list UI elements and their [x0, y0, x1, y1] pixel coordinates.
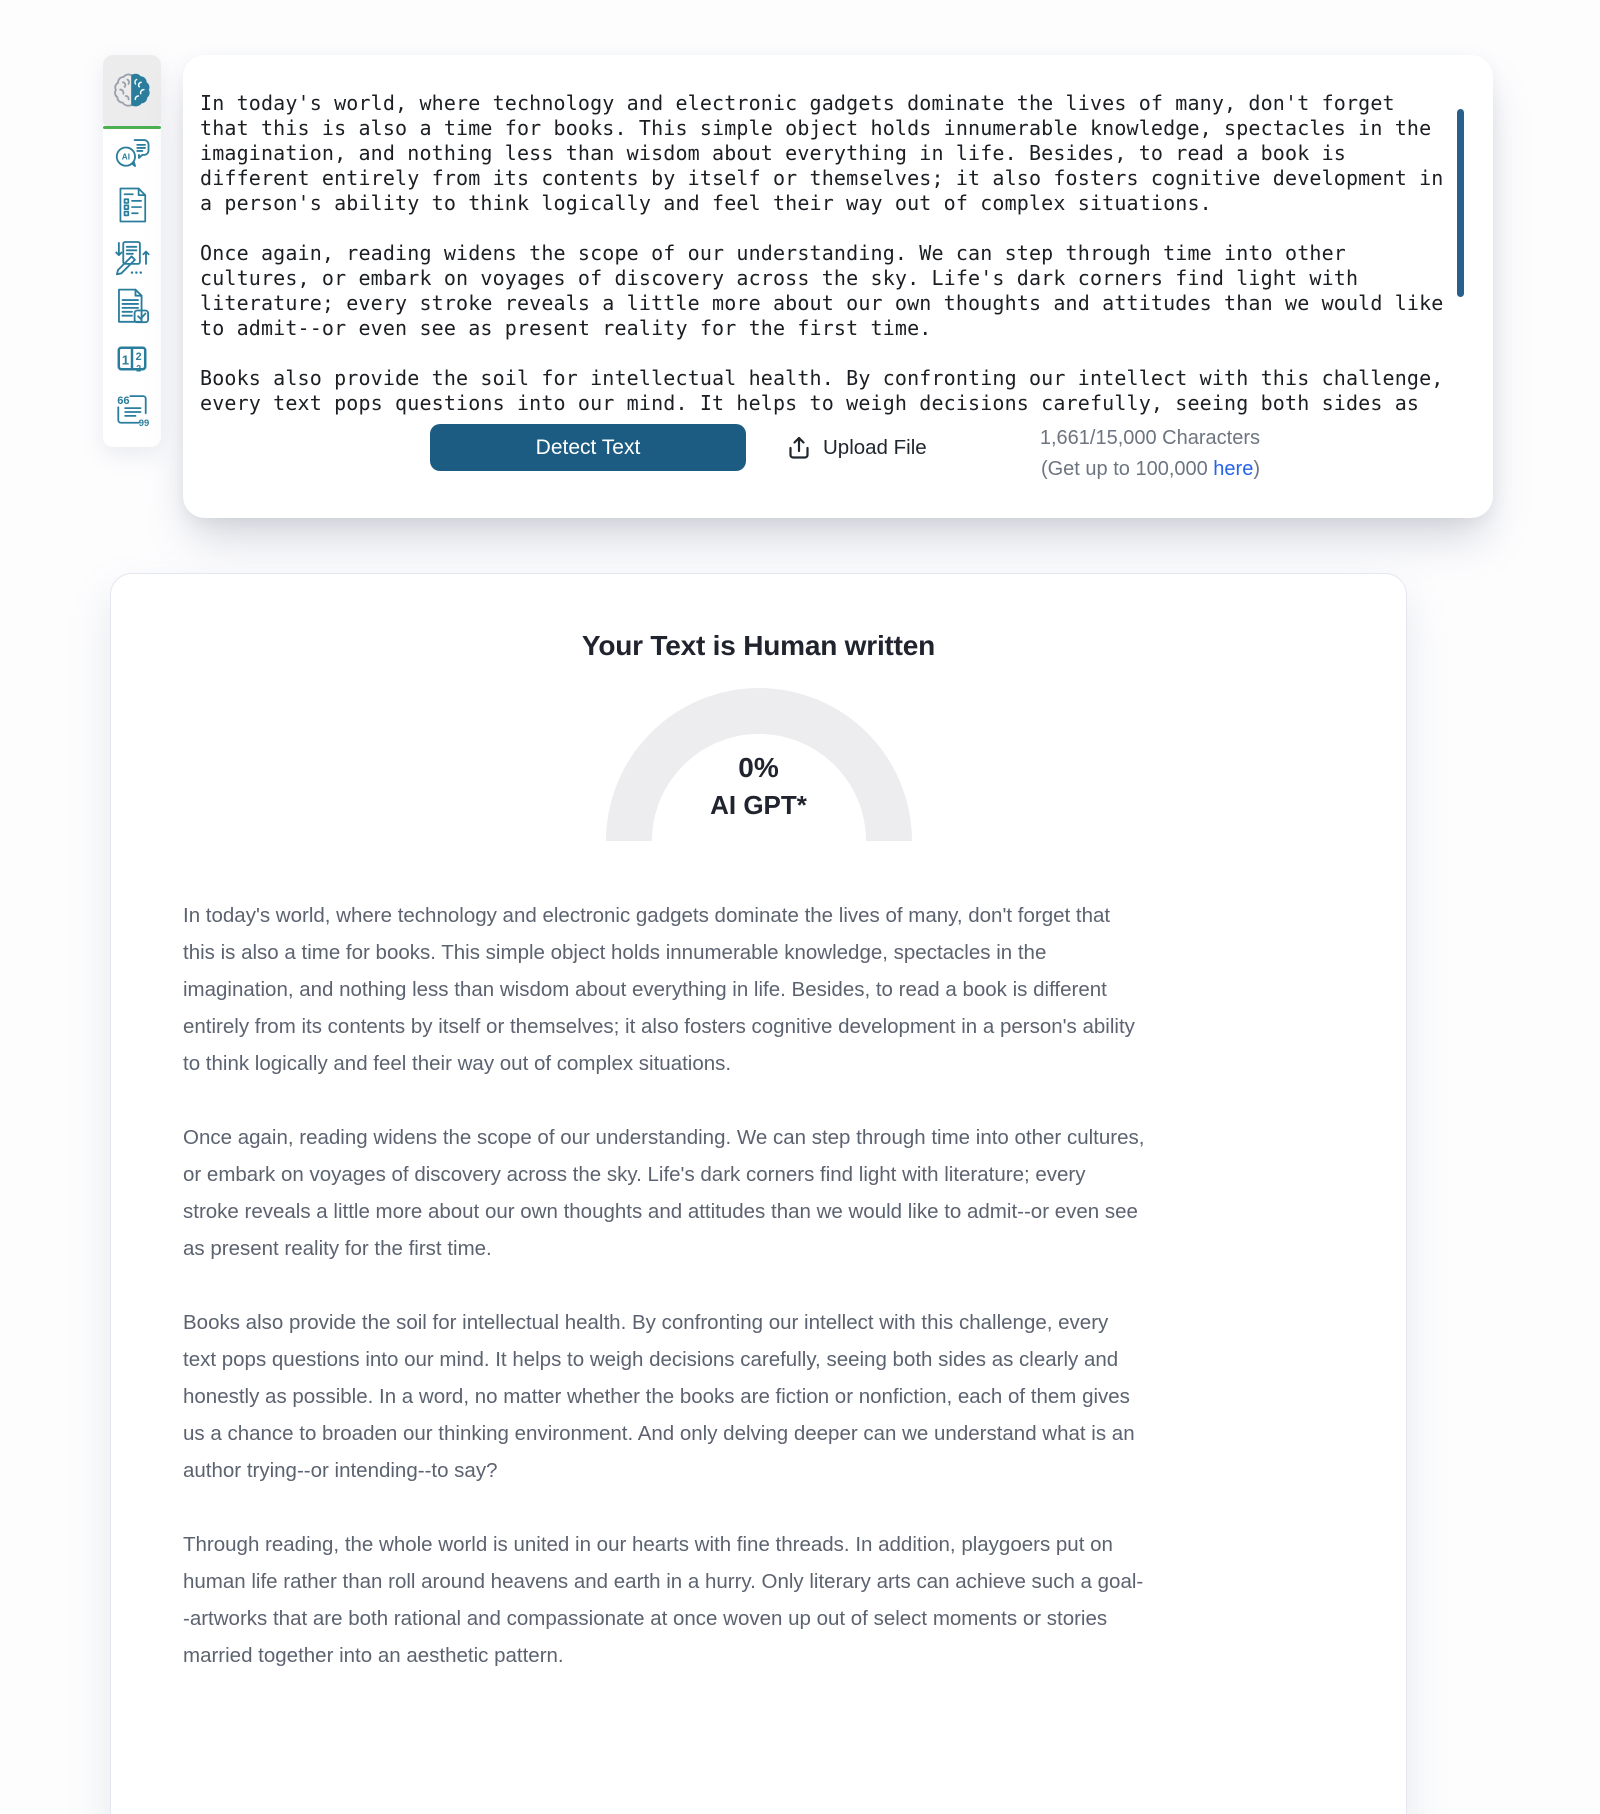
result-paragraph: Books also provide the soil for intellectual health. By confronting our intellect with this challenge, every text pops questions into our mind. It helps to weigh decisions carefully, seeing both sides as clearly and honestly as possible. In a word, no matter whether the books are fiction or nonfiction, each of them gives us a chance to broaden our thinking environment. And only delving deeper can we understand what is an author trying--or intending--to say?	[183, 1311, 1135, 1482]
sidebar-item-ai-chat[interactable]	[103, 131, 161, 177]
svg-text:2: 2	[136, 363, 142, 374]
word-counter-icon	[113, 341, 151, 376]
paraphraser-icon	[111, 235, 153, 277]
upgrade-note	[1040, 454, 1260, 485]
citation-icon	[112, 391, 152, 427]
upload-label: Upload File	[823, 435, 927, 459]
upgrade-prefix: (Get up to 100,000	[1040, 458, 1214, 480]
gauge-label: AI GPT*	[710, 790, 807, 820]
svg-text:2: 2	[135, 350, 142, 363]
tools-sidebar	[103, 55, 161, 447]
svg-text:99: 99	[138, 417, 150, 427]
detect-text-button[interactable]: Detect Text	[430, 424, 746, 471]
svg-text:AI: AI	[121, 152, 131, 162]
editor-scrollbar[interactable]	[1457, 109, 1464, 297]
verdict-heading: Your Text is Human written	[581, 630, 936, 661]
result-paragraph: Once again, reading widens the scope of our understanding. We can step through time into other cultures, or embark on voyages of discovery across the sky. Life's dark corners find light with literature; every stroke reveals a little more about our own thoughts and attitudes than we would like to admit--or even see as present reality for the first time.	[183, 1126, 1145, 1260]
summarizer-icon	[113, 185, 151, 225]
text-input[interactable]	[200, 91, 1472, 421]
sidebar-item-grammar-check[interactable]	[103, 284, 161, 330]
result-paragraph: Through reading, the whole world is united in our hearts with fine threads. In addition, playgoers put on human life rather than roll around heavens and earth in a hurry. Only literary arts can achieve such a goal--artworks that are both rational and compassionate at once woven up out of select moments or stories married together into an aesthetic pattern.	[183, 1533, 1144, 1667]
upgrade-suffix: )	[1253, 458, 1260, 480]
character-counter	[1040, 423, 1260, 485]
upload-icon	[786, 434, 812, 461]
analyzed-text	[183, 897, 1146, 1674]
character-count: 1,661/15,000 Characters	[1039, 427, 1260, 449]
result-card	[110, 573, 1407, 1814]
ai-percentage-gauge	[606, 688, 912, 841]
ai-chat-icon	[112, 135, 152, 173]
svg-text:66: 66	[117, 394, 130, 407]
sidebar-item-ai-detector[interactable]	[103, 55, 161, 126]
gauge-percent: 0%	[738, 752, 779, 783]
sidebar-item-word-counter[interactable]	[103, 335, 161, 381]
brain-icon	[111, 71, 153, 110]
upload-file-button[interactable]	[786, 424, 927, 471]
sidebar-item-summarizer[interactable]	[103, 182, 161, 228]
detector-input-card	[183, 55, 1493, 518]
sidebar-item-paraphraser[interactable]	[103, 233, 161, 279]
svg-text:1: 1	[121, 351, 130, 367]
result-paragraph: In today's world, where technology and electronic gadgets dominate the lives of many, don't forget that this is also a time for books. This simple object holds innumerable knowledge, spectacles in the imagination, and nothing less than wisdom about everything in life. Besides, to read a book is different entirely from its contents by itself or themselves; it also fosters cognitive development in a person's ability to think logically and feel their way out of complex situations.	[183, 904, 1135, 1075]
sidebar-item-citation-generator[interactable]	[103, 386, 161, 432]
upgrade-link[interactable]: here	[1213, 458, 1254, 480]
grammar-check-icon	[112, 286, 152, 328]
